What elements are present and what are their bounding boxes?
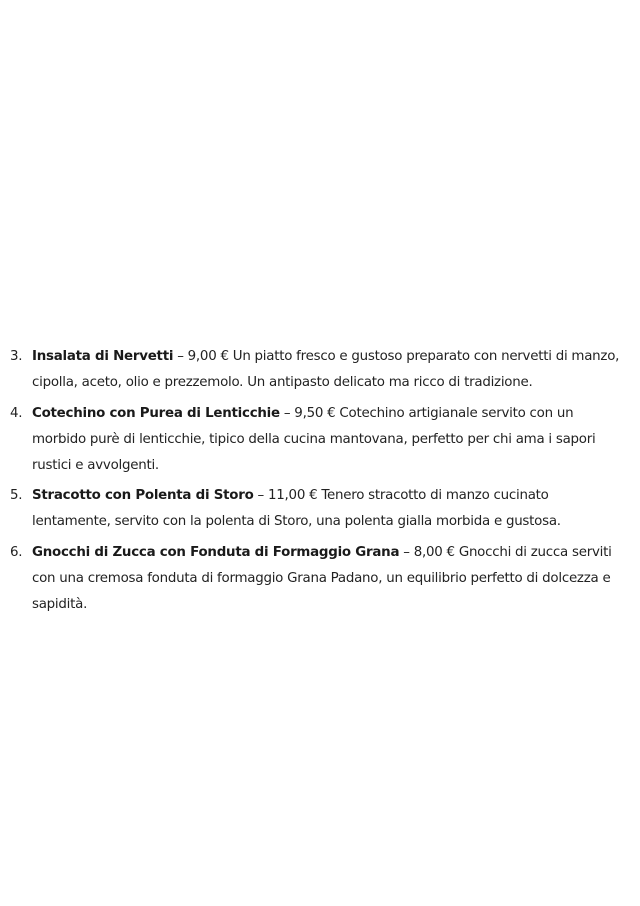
- item-number: 4.: [10, 405, 23, 421]
- item-price: – 9,00 €: [177, 349, 229, 364]
- item-description: Tenero stracotto di manzo cucinato lentamente, servito con la polenta di Storo, una polenta gialla morbida e gustosa.: [32, 488, 561, 529]
- item-name: Stracotto con Polenta di Storo: [32, 488, 254, 503]
- menu-item: [0, 344, 640, 396]
- item-description: Gnocchi di zucca serviti con una cremosa fonduta di formaggio Grana Padano, un equilibrio perfetto di dolcezza e sapidità.: [32, 544, 612, 612]
- item-price: – 11,00 €: [257, 488, 318, 503]
- item-price: – 8,00 €: [403, 544, 455, 560]
- menu-item: [0, 540, 640, 618]
- item-number: 6.: [10, 544, 23, 560]
- item-description: Un piatto fresco e gustoso preparato con nervetti di manzo, cipolla, aceto, olio e prezzemolo. Un antipasto delicato ma ricco di tradizione.: [32, 349, 620, 390]
- menu-list: [0, 344, 640, 622]
- item-name: Insalata di Nervetti: [32, 349, 174, 364]
- item-description: Cotechino artigianale servito con un morbido purè di lenticchie, tipico della cucina mantovana, perfetto per chi ama i sapori rustici e avvolgenti.: [32, 405, 596, 473]
- menu-item: [0, 483, 640, 535]
- item-number: 3.: [10, 349, 23, 364]
- item-name: Cotechino con Purea di Lenticchie: [32, 405, 280, 421]
- item-price: – 9,50 €: [283, 405, 336, 421]
- menu-item: [0, 401, 640, 479]
- item-number: 5.: [10, 488, 23, 503]
- item-name: Gnocchi di Zucca con Fonduta di Formaggio Grana: [32, 544, 400, 560]
